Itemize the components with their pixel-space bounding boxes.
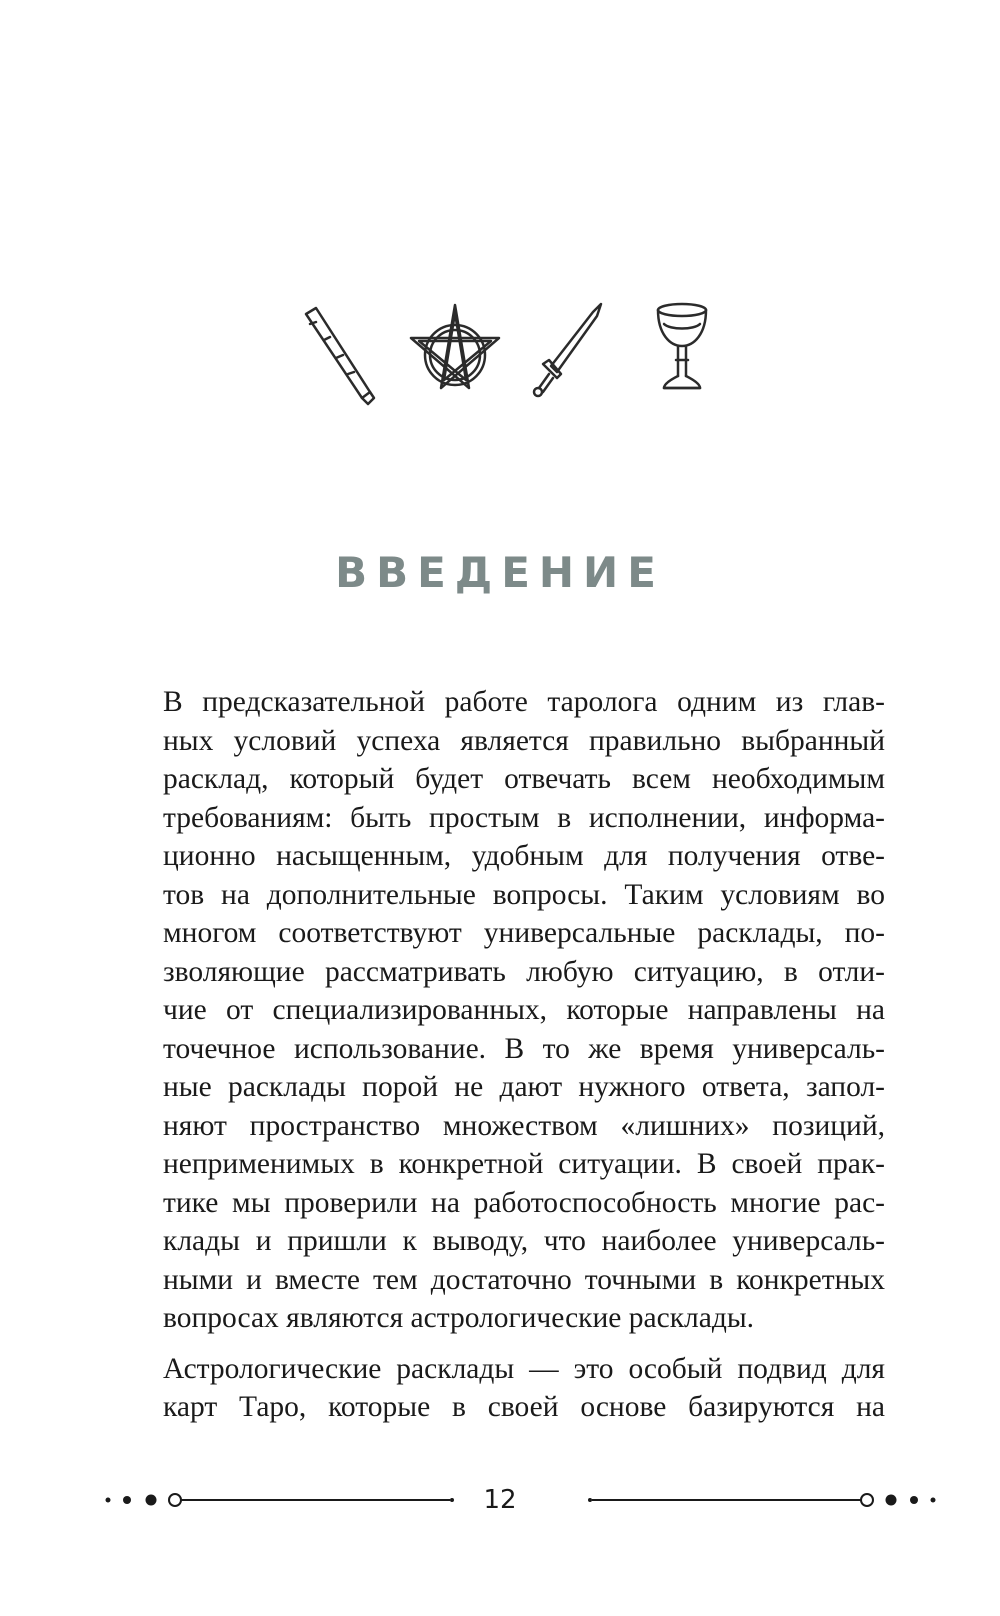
text-line: многом соответствуют универсальные расклады, по- [163, 917, 885, 949]
pentacle-icon [405, 300, 505, 400]
text-line: тов на дополнительные вопросы. Таким условиям во [163, 878, 885, 911]
paragraph [163, 1350, 885, 1427]
text-line: требованиям: быть простым в исполнении, информа- [163, 801, 885, 834]
text-line: ных условий успеха является правильно выбранный [163, 724, 885, 757]
text-line: зволяющие рассматривать любую ситуацию, в отли- [163, 955, 885, 988]
text-line: тике мы проверили на работоспособность многие рас- [163, 1186, 885, 1219]
tarot-suits-ornament [0, 300, 1000, 410]
chapter-title: ВВЕДЕНИЕ [335, 548, 665, 597]
paragraph [163, 683, 885, 1338]
text-line: В предсказательной работе таролога одним из глав- [163, 686, 885, 718]
text-line: ные расклады порой не дают нужного ответа, запол- [163, 1071, 885, 1103]
text-line: чие от специализированных, которые направлены на [163, 994, 885, 1026]
text-line: вопросах являются астрологические расклады. [163, 1302, 755, 1334]
page-number: 12 [483, 1485, 517, 1515]
wand-icon [300, 300, 380, 410]
text-line: ными и вместе тем достаточно точными в конкретных [163, 1263, 885, 1296]
text-line: клады и пришли к выводу, что наиболее универсаль- [163, 1225, 885, 1257]
body-text [163, 683, 885, 1427]
text-line: карт Таро, которые в своей основе базируются на [163, 1391, 885, 1423]
text-line: точечное использование. В то же время универсаль- [163, 1032, 885, 1065]
sword-icon [527, 300, 607, 400]
text-line: ционно насыщенным, удобным для получения отве- [163, 840, 885, 872]
cup-icon [652, 300, 712, 400]
text-line: расклад, который будет отвечать всем необходимым [163, 763, 885, 795]
text-line: Астрологические расклады — это особый подвид для [163, 1352, 885, 1385]
text-line: няют пространство множеством «лишних» позиций, [163, 1109, 885, 1142]
text-line: неприменимых в конкретной ситуации. В своей прак- [163, 1148, 885, 1180]
page-footer [0, 1480, 1000, 1520]
